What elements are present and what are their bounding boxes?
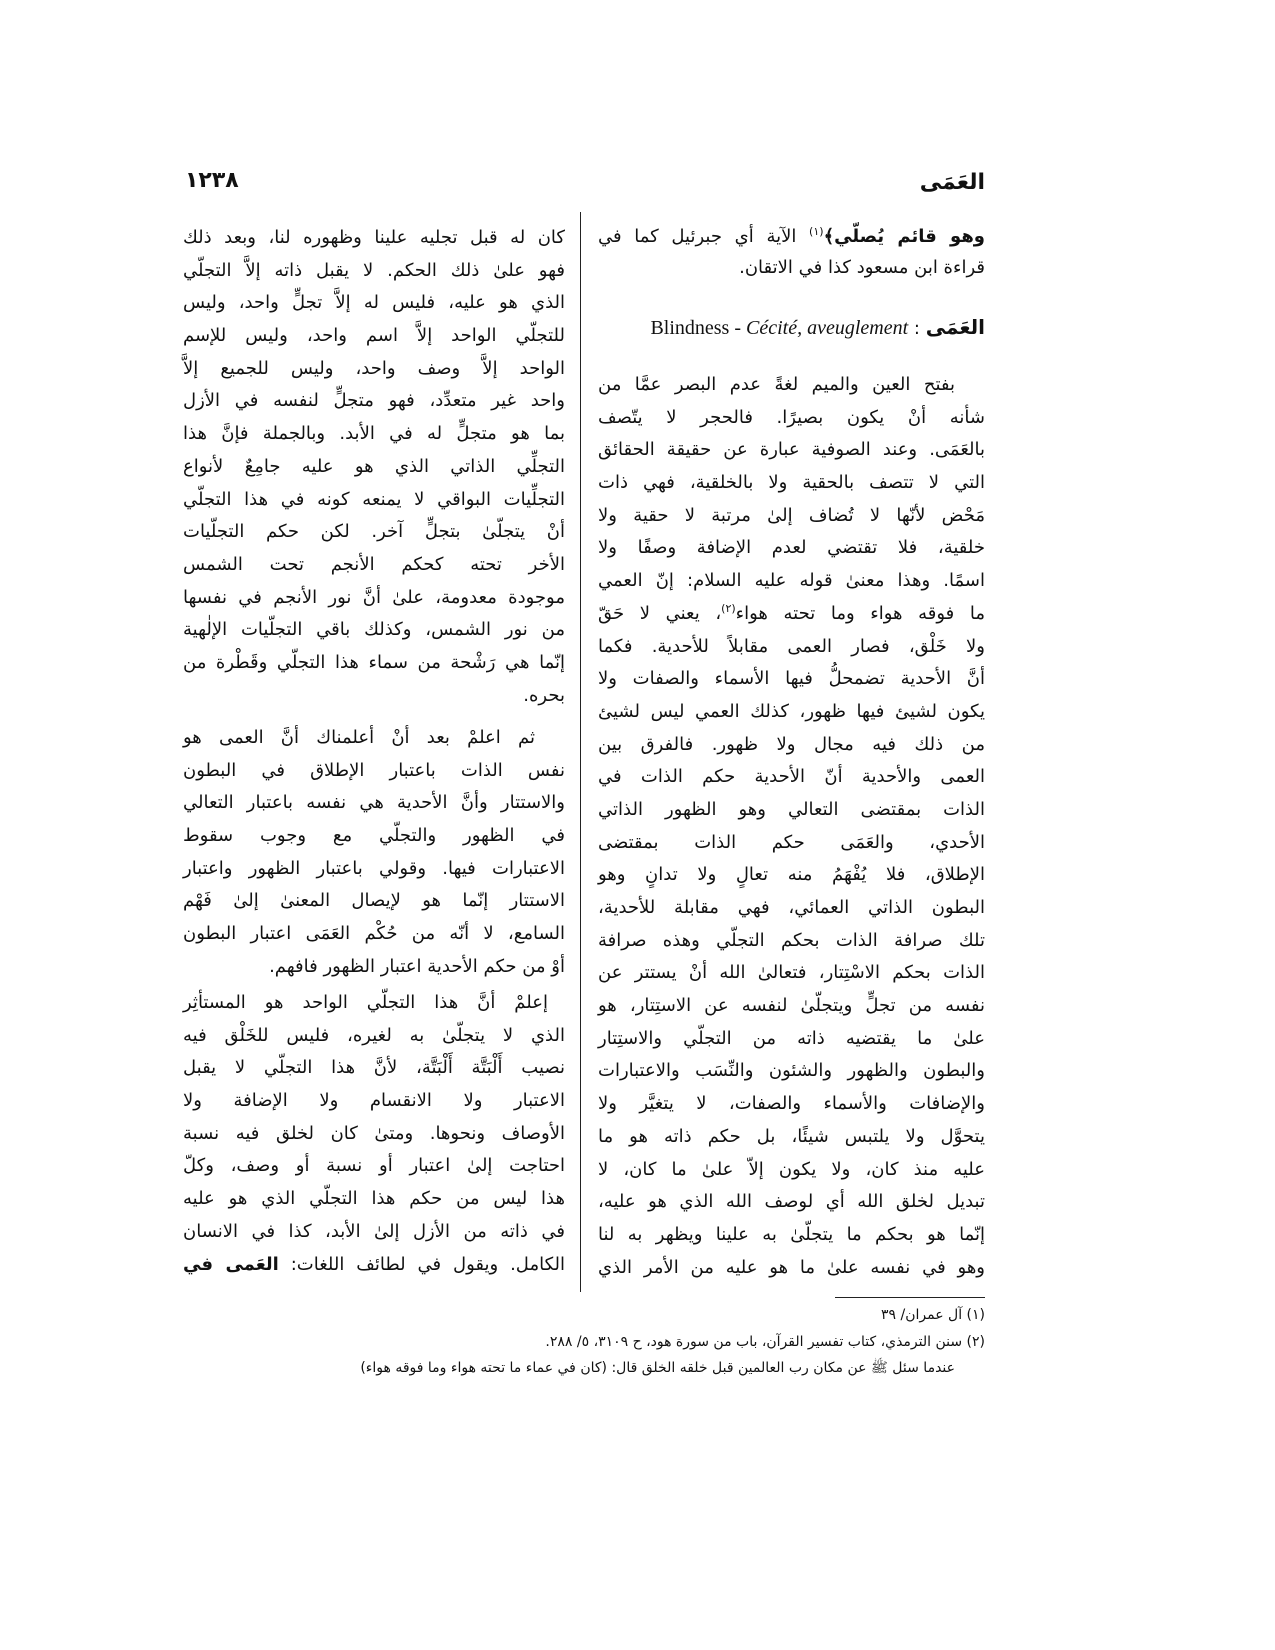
entry-french: Cécité, aveuglement <box>746 317 909 339</box>
text-line: من ذلك فيه مجال ولا ظهور. فالفرق بين <box>598 733 985 755</box>
text-line: الأحدي، والعَمَى حكم الذات بمقتضى <box>598 831 985 853</box>
text-line: التجلِّي الذاتي الذي هو عليه جامِعٌ لأنواع <box>183 455 565 477</box>
bold-term: وهو قائم يُصلّي﴾ <box>823 226 985 247</box>
text-line: الاعتبارات فيها. وقولي باعتبار الظهور واعتبار <box>183 857 565 879</box>
text-line: الذي هو عليه، فليس له إلاَّ تجلٍّ واحد، وليس <box>183 292 565 314</box>
text-line: الإطلاق، فلا يُفْهَمُ منه تعالٍ ولا تدانٍ وهو <box>598 864 985 886</box>
text-line: الذي لا يتجلّىٰ به لغيره، فليس للخَلْق فيه <box>183 1024 565 1046</box>
text-line: علىٰ ما يقتضيه ذاته من التجلّي والاستِتار <box>598 1027 985 1049</box>
bold-term: العَمى في <box>183 1253 279 1275</box>
footnote-rule <box>835 1297 985 1298</box>
footnotes <box>225 1302 985 1382</box>
text-line: نفس الذات باعتبار الإطلاق في البطون <box>183 759 565 781</box>
text-line: إنّما هي رَشْحة من سماء هذا التجلّي وقَطْرة من <box>183 651 565 673</box>
text-line: تلك صرافة الذات بحكم التجلّي وهذه صرافة <box>598 929 985 951</box>
text-line: بحره. <box>523 684 565 706</box>
text-line: للتجلّي الواحد إلاَّ اسم واحد، وليس للإسم <box>183 325 565 347</box>
page-number: ١٢٣٨ <box>185 168 239 193</box>
text-line: اسمًا. وهذا معنىٰ قوله عليه السلام: إنّ العمي <box>598 570 985 592</box>
text-line: الاعتبار ولا الانقسام ولا الإضافة ولا <box>183 1090 565 1112</box>
paragraph-3 <box>183 987 565 1281</box>
text-line: وهو في نفسه علىٰ ما هو عليه من الأمر الذي <box>598 1256 985 1278</box>
text-line: شأنه أنْ يكون بصيرًا. فالحجر لا يتّصف <box>598 406 985 428</box>
entry-colon: : <box>913 318 920 339</box>
continuation-text <box>598 222 985 283</box>
paragraph-1 <box>183 222 565 712</box>
running-title: العَمَى <box>919 170 985 195</box>
text-line: التي لا تتصف بالحقية ولا بالخلقية، فهي ذات <box>598 472 985 494</box>
text-line: أنْ يتجلّىٰ بتجلٍّ آخر. لكن حكم التجلّيات <box>183 521 565 543</box>
text-line: البطون الذاتي العمائي، فهي مقابلة للأحدية، <box>598 897 985 918</box>
footnote-1: (١) آل عمران/ ٣٩ <box>881 1307 985 1323</box>
text-line: الأخر تحته كحكم الأنجم تحت الشمس <box>183 553 565 575</box>
text-line: تبديل لخلق الله أي لوصف الله الذي هو عليه، <box>598 1191 985 1213</box>
text-line: الأوصاف ونحوها. ومتىٰ كان لخلق فيه نسبة <box>183 1122 565 1144</box>
entry-heading <box>598 310 985 344</box>
text-line <box>183 1249 565 1282</box>
text-run: الآية أي جبرئيل كما في <box>598 226 810 247</box>
entry-translation <box>650 317 908 339</box>
text-run: الكامل. ويقول في لطائف اللغات: <box>278 1253 565 1275</box>
text-line: هذا ليس من حكم هذا التجلّي الذي هو عليه <box>183 1188 565 1210</box>
text-line: والإضافات والأسماء والصفات، لا يتغيَّر ولا <box>598 1093 985 1115</box>
text-line: الذات بمقتضى التعالي وهو الظهور الذاتي <box>598 798 985 820</box>
text-line: يتحوَّل ولا يلتبس شيئًا، بل حكم ذاته هو ما <box>598 1125 985 1147</box>
text-line: التجلِّيات البواقي لا يمنعه كونه في هذا التجلّي <box>183 488 565 510</box>
text-line: السامع، لا أنّه من حُكْم العَمَى اعتبار البطون <box>183 923 565 945</box>
footnote-ref: (١) <box>809 225 824 238</box>
text-line: بالعَمَى. وعند الصوفية عبارة عن حقيقة الحقائق <box>598 439 985 461</box>
text-line <box>598 222 985 253</box>
text-run: ما فوقه هواء وما تحته هواء <box>735 602 985 624</box>
text-line: أوْ من حكم الأحدية اعتبار الظهور فافهم. <box>269 955 565 977</box>
text-line: إعلمْ أنَّ هذا التجلّي الواحد هو المستأثِر <box>183 992 548 1013</box>
text-line: في ذاته من الأزل إلىٰ الأبد، كذا في الانسان <box>183 1220 565 1242</box>
text-line <box>598 598 985 631</box>
text-line: كان له قبل تجليه علينا وظهوره لنا، وبعد ذلك <box>183 227 565 248</box>
text-line: الاستتار إنّما هو لإيصال المعنىٰ إلىٰ فَهْم <box>183 890 565 912</box>
text-line: احتاجت إلىٰ اعتبار أو نسبة أو وصف، وكلّ <box>183 1155 565 1177</box>
text-line: العمى والأحدية أنّ الأحدية حكم الذات في <box>598 766 985 788</box>
text-line: عليه منذ كان، ولا يكون إلاّ علىٰ ما كان، لا <box>598 1158 985 1180</box>
text-line: والبطون والظهور والشئون والنِّسَب والاعتبارات <box>598 1060 985 1082</box>
footnote-2: (٢) سنن الترمذي، كتاب تفسير القرآن، باب من سورة هود، ح ٣١٠٩، ٥/ ٢٨٨. <box>545 1333 985 1350</box>
text-line: إنّما هو بحكم ما يتجلّىٰ به علينا ويظهر به لنا <box>598 1223 985 1245</box>
text-line: بما هو متجلٍّ له في الأبد. وبالجملة فإنَّ هذا <box>183 423 565 445</box>
text-line: مَحْض لأنّها لا تُضاف إلىٰ مرتبة لا حقية ولا <box>598 504 985 526</box>
text-line: نصيب أَلْبَتَّة أَلْبَتَّة، لأنَّ هذا التجلّي لا يقبل <box>183 1057 565 1079</box>
text-line: فهو علىٰ ذلك الحكم. لا يقبل ذاته إلاَّ التجلّي <box>183 259 565 281</box>
column-divider <box>580 212 581 1292</box>
text-line: الذات بحكم الاسْتِتار، فتعالىٰ الله أنْ يستتر عن <box>598 962 985 984</box>
text-line: من نور الشمس، وكذلك باقي التجلّيات الإلٰهية <box>183 619 565 641</box>
text-line: قراءة ابن مسعود كذا في الاتقان. <box>739 256 985 278</box>
text-line: ثم اعلمْ بعد أنْ أعلمناك أنَّ العمى هو <box>183 727 535 748</box>
footnote-2-continuation: عندما سئل ﷺ عن مكان رب العالمين قبل خلقه الخلق قال: (كان في عماء ما تحته هواء وما فوقه هواء) <box>360 1360 955 1376</box>
text-line: يكون لشيئ فيها ظهور، كذلك العمي ليس لشيئ <box>598 700 985 722</box>
text-line: واحد غير متعدِّد، فهو متجلٍّ لنفسه في الأزل <box>183 390 565 412</box>
entry-definition <box>598 369 985 1284</box>
text-line: أنَّ الأحدية تضمحلُّ فيها الأسماء والصفات ولا <box>598 668 985 690</box>
text-line: موجودة معدومة، علىٰ أنَّ نور الأنجم في نفسها <box>183 586 565 608</box>
entry-headword: العَمَى <box>925 315 985 339</box>
text-line: في الظهور والتجلّي مع وجوب سقوط <box>183 825 565 847</box>
text-line: بفتح العين والميم لغةً عدم البصر عمَّا من <box>598 374 955 395</box>
entry-english: Blindness - <box>650 317 746 339</box>
text-line: الواحد إلاَّ وصف واحد، وليس للجميع إلاَّ <box>183 357 565 379</box>
text-line: خلقية، فلا تقتضي لعدم الإضافة وصفًا ولا <box>598 537 985 559</box>
footnote-ref: (٢) <box>721 601 736 615</box>
paragraph-2 <box>183 722 565 984</box>
text-line: والاستتار وأنَّ الأحدية هي نفسه باعتبار التعالي <box>183 792 565 814</box>
text-line: ولا خَلْق، فصار العمى مقابلاً للأحدية. فكما <box>598 635 985 657</box>
text-run: ، يعني لا حَقّ <box>598 602 722 624</box>
text-line: نفسه من تجلٍّ ويتجلّىٰ لنفسه عن الاستِتار، هو <box>598 995 985 1017</box>
